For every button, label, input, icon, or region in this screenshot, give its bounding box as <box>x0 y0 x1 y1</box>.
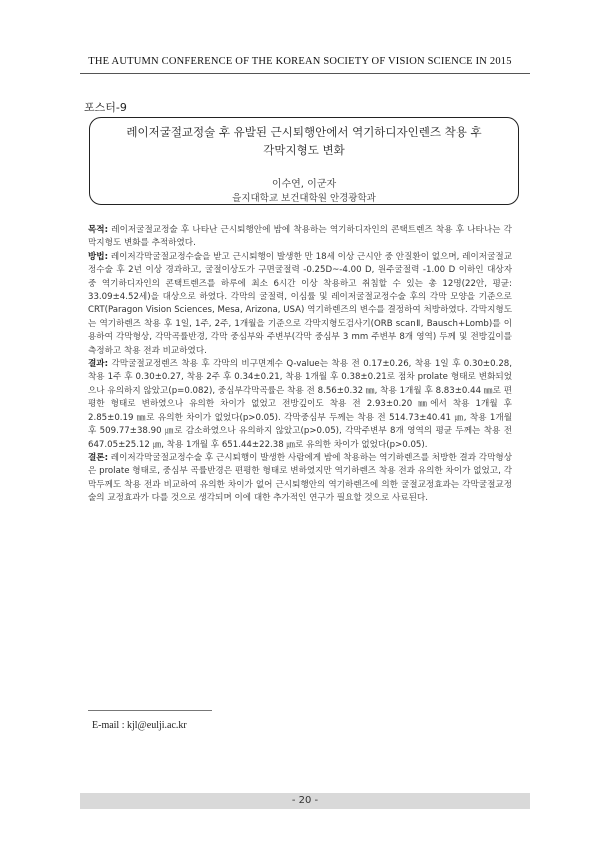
section-label-purpose: 목적: <box>88 225 109 235</box>
page-number: - 20 - <box>291 795 319 806</box>
conference-header: THE AUTUMN CONFERENCE OF THE KOREAN SOCIETY OF VISION SCIENCE IN 2015 <box>88 56 512 67</box>
section-label-result: 결과: <box>88 359 109 370</box>
page-number-bar <box>80 793 530 809</box>
affiliation: 을지대학교 보건대학원 안경광학과 <box>232 193 376 204</box>
section-text-method: 레이저각막굴절교정수술을 받고 근시퇴행이 발생한 만 18세 이상 근시안 중 안질환이 없으며, 레이저굴절교정수술 후 2년 이상 경과하고, 굴절이상도가 구면굴절력 -0.25D~-4.00 D, 원주굴절력 -1.00 D 이하인 대상자 중 역기하디자인의 콘택트렌즈를 하루에 최소 6시간 이상 착용하고 취침할 수 있는 총 12명(22안, 평균: 33.09±4.52세)을 대상으로 하였다. 각막의 굴절력, 이심률 및 레이저굴절교정수술 후의 각막 모양을 기준으로 CRT(Paragon Vision Sciences, Mesa, Arizona, USA) 역기하렌즈의 변수를 결정하여 처방하였다. 각막지형도는 역기하렌즈 착용 후 1일, 1주, 2주, 1개월을 기준으로 각막지형도검사기(ORB scanⅡ, Bausch+Lomb)를 이용하여 각막형상, 각막곡률반경, 각막 중심부와 주변부(각막 중심부 3 mm 주변부 8개 영역) 두께 및 전방깊이를 측정하고 착용 전과 비교하였다. <box>88 251 512 356</box>
email-footnote: E-mail : kjl@eulji.ac.kr <box>92 720 187 731</box>
title-line-1: 레이저굴절교정술 후 유발된 근시퇴행안에서 역기하디자인렌즈 착용 후 <box>126 125 482 139</box>
title-line-2: 각막지형도 변화 <box>263 143 345 157</box>
title-box <box>89 117 519 205</box>
section-text-result: 각막굴절교정렌즈 착용 후 각막의 비구면계수 Q-value는 착용 전 0.17±0.26, 착용 1일 후 0.30±0.28, 착용 1주 후 0.30±0.27, 착용 2주 후 0.34±0.21, 착용 1개월 후 0.38±0.21로 점차 prolate 형태로 변화되었으나 유의하지 않았고(p=0.082), 중심부각막곡률은 착용 전 8.56±0.32 ㎜, 착용 1개월 후 8.83±0.44 ㎜로 편평한 형태로 변하였으나 유의한 차이가 없었고 전방깊이도 착용 전 2.93±0.20 ㎜에서 착용 1개월 후 2.85±0.19 ㎜로 유의한 차이가 없었다(p>0.05). 각막중심부 두께는 착용 전 514.73±40.41 ㎛, 착용 1개월 후 509.77±38.90 ㎛로 감소하였으나 유의하지 않았고(p>0.05), 각막주변부 8개 영역의 평균 두께는 착용 전 647.05±25.12 ㎛, 착용 1개월 후 651.44±22.38 ㎛로 유의한 차이가 없었다(p>0.05). <box>88 359 512 450</box>
section-conclusion <box>88 452 512 506</box>
header-divider <box>80 73 530 74</box>
section-method <box>88 251 512 358</box>
section-label-conclusion: 결론: <box>88 452 109 463</box>
section-text-purpose: 레이저굴절교정술 후 나타난 근시퇴행안에 밤에 착용하는 역기하디자인의 콘택트렌즈 착용 후 나타나는 각막지형도 변화를 추적하였다. <box>88 225 512 249</box>
section-text-conclusion: 레이저각막굴절교정수술 후 근시퇴행이 발생한 사람에게 밤에 착용하는 역기하렌즈를 처방한 결과 각막형상은 prolate 형태로, 중심부 곡률반경은 편평한 형태로 변하였지만 역기하렌즈 착용 전과 유의한 차이가 없었고, 각막두께도 착용 전과 비교하여 유의한 차이가 없어 근시퇴행안의 역기하렌즈에 의한 굴절교정효과는 각막굴절교정술의 교정효과가 다를 것으로 생각되며 이에 대한 추가적인 연구가 필요할 것으로 사료된다. <box>88 452 512 504</box>
footnote-divider <box>88 710 212 711</box>
section-purpose <box>88 224 512 251</box>
abstract-body <box>88 224 512 506</box>
authors: 이수연, 이군자 <box>271 179 337 190</box>
paper-title <box>96 123 512 159</box>
section-result <box>88 358 512 452</box>
section-label-method: 방법: <box>88 251 109 262</box>
poster-label: 포스터-9 <box>84 101 127 114</box>
